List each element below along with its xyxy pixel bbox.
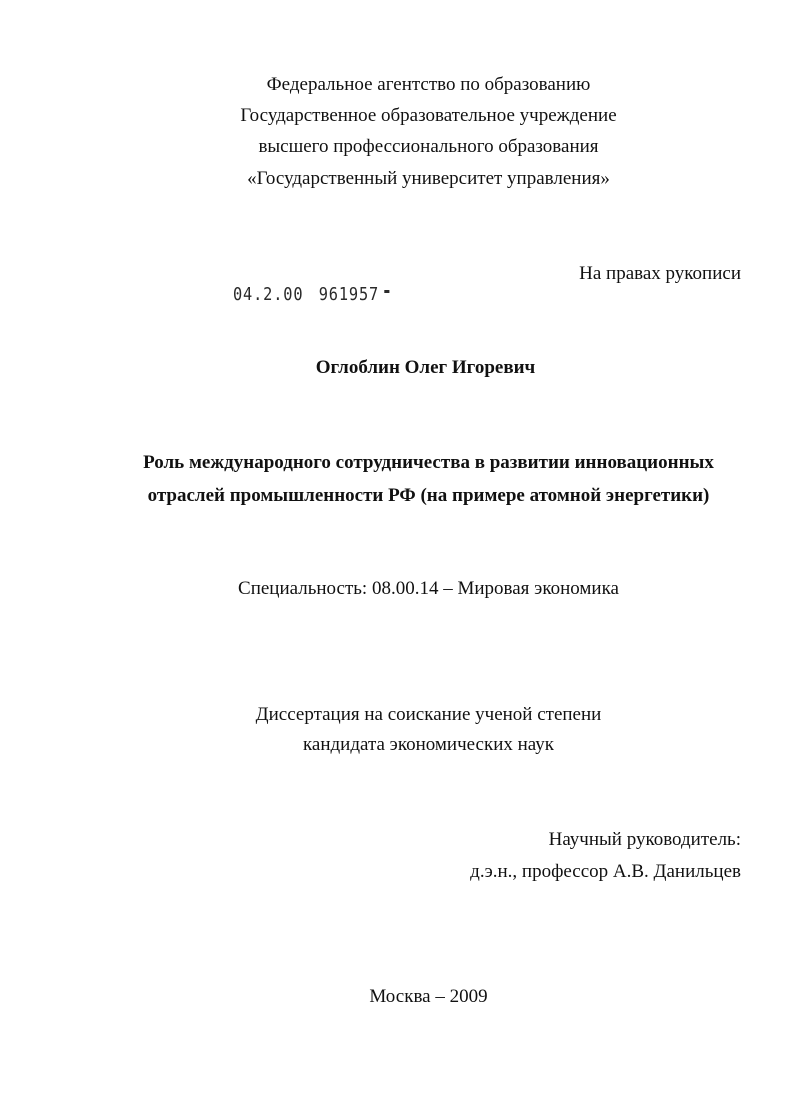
specialty: Специальность: 08.00.14 – Мировая экономика: [238, 578, 619, 599]
library-stamp-number: [233, 284, 389, 305]
institution-line-2: Государственное образовательное учреждение: [240, 105, 617, 126]
degree-line-1: Диссертация на соискание ученой степени: [255, 704, 602, 725]
title-line-1: Роль международного сотрудничества в развитии инновационных: [143, 452, 714, 473]
supervisor-name: д.э.н., профессор А.В. Данильцев: [470, 861, 741, 882]
institution-line-4: «Государственный университет управления»: [247, 168, 610, 189]
institution-line-1: Федеральное агентство по образованию: [266, 74, 591, 95]
place-year: Москва – 2009: [369, 986, 488, 1007]
stamp-part-2: 961957: [318, 284, 380, 305]
stamp-part-1: 04.2.00: [233, 284, 304, 305]
author-name: Оглоблин Олег Игоревич: [315, 357, 536, 378]
stamp-dash: [384, 290, 389, 293]
title-line-2: отраслей промышленности РФ (на примере атомной энергетики): [147, 485, 710, 506]
degree-line-2: кандидата экономических наук: [302, 734, 555, 755]
institution-line-3: высшего профессионального образования: [258, 136, 599, 157]
supervisor-label: Научный руководитель:: [548, 829, 741, 850]
manuscript-note: На правах рукописи: [579, 263, 741, 284]
